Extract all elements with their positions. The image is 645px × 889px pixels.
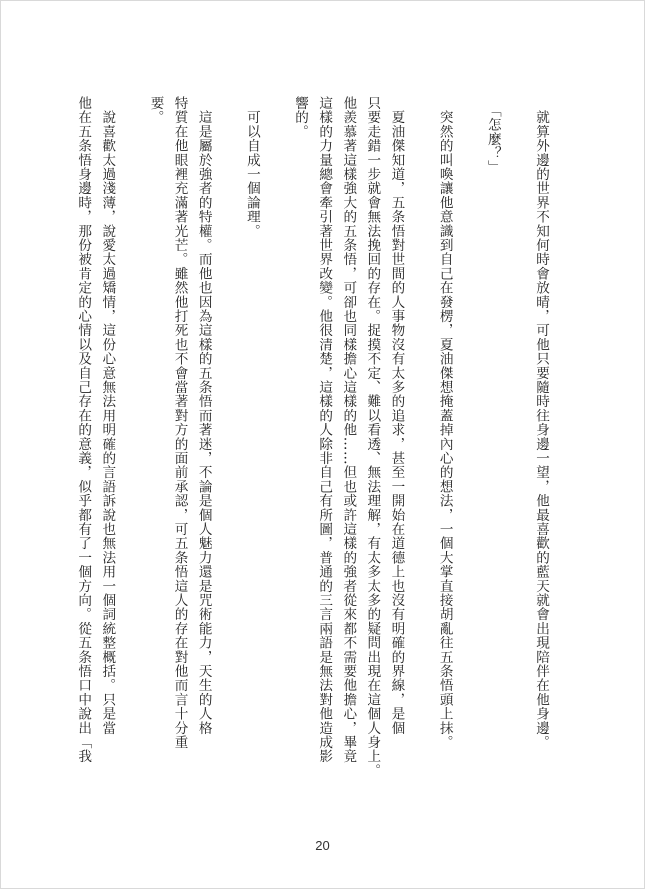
text-column: 就算外邊的世界不知何時會放晴，可他只要隨時往身邊一望，他最喜歡的藍天就會出現陪伴在他身邊。 bbox=[533, 96, 549, 750]
text-column: 他在五条悟身邊時，那份被肯定的心情以及自己存在的意義，似乎都有了一個方向。從五条悟口中說出「我 bbox=[75, 96, 92, 764]
text-column: 這是屬於強者的特權。而他也因為這樣的五条悟而著迷，不論是個人魅力還是咒術能力，天生的人格 bbox=[195, 96, 212, 735]
page-number: 20 bbox=[315, 838, 330, 853]
text-body bbox=[71, 96, 553, 830]
text-column: 要。 bbox=[147, 96, 164, 125]
text-column: 這樣的力量總會牽引著世界改變。他很清楚，這樣的人除非自己有所圖，普通的三言兩語是無法對他造成影 bbox=[316, 96, 333, 764]
blank-column bbox=[457, 96, 481, 830]
text-column: 說喜歡太過淺薄，說愛太過矯情，這份心意無法用明確的言語訴說也無法用一個詞統整概括。只是當 bbox=[99, 96, 116, 735]
blank-column bbox=[408, 96, 432, 830]
text-column: 特質在他眼裡充滿著光芒。雖然他打死也不會當著對方的面前承認，可五条悟這人的存在對他而言十分重 bbox=[171, 96, 188, 750]
text-column: 響的。 bbox=[292, 96, 309, 139]
blank-column bbox=[505, 96, 529, 830]
blank-column bbox=[216, 96, 240, 830]
text-column: 夏油傑知道，五条悟對世間的人事物沒有太多的追求，甚至一開始在道德上也沒有明確的界線，是個 bbox=[388, 96, 405, 735]
text-column: 只要走錯一步就會無法挽回的存在。捉摸不定、難以看透、無法理解，有太多太多的疑問出現在這個人身上。 bbox=[364, 96, 381, 778]
blank-column bbox=[119, 96, 143, 830]
blank-column bbox=[264, 96, 288, 830]
text-column: 他羨慕著這樣強大的五条悟，可卻也同樣擔心這樣的他……但也或許這樣的強者從來都不需要他擔心，畢竟 bbox=[340, 96, 357, 764]
text-column: 突然的叫喚讓他意識到自己在發楞，夏油傑想掩蓋掉內心的想法，一個大掌直接胡亂往五条悟頭上抹。 bbox=[436, 96, 453, 750]
text-column: 「怎麼？」 bbox=[484, 96, 501, 175]
text-column: 可以自成一個論理。 bbox=[243, 96, 260, 238]
